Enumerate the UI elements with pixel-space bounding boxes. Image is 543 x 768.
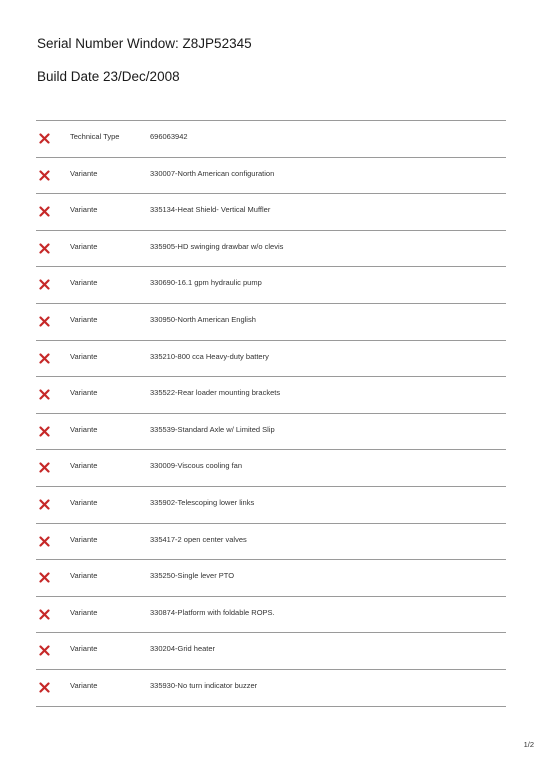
- x-mark-icon: [39, 536, 50, 547]
- row-type-label: Variante: [70, 241, 98, 251]
- row-type-label: Variante: [70, 607, 98, 617]
- table-row: [36, 341, 506, 378]
- table-row: [36, 377, 506, 414]
- row-value: 696063942: [150, 132, 188, 141]
- build-date-title: Build Date 23/Dec/2008: [37, 69, 180, 84]
- x-mark-icon: [39, 243, 50, 254]
- table-row: [36, 633, 506, 670]
- row-value: 335522-Rear loader mounting brackets: [150, 388, 281, 398]
- table-row: [36, 304, 506, 341]
- x-mark-icon: [39, 572, 50, 583]
- row-value: 335902-Telescoping lower links: [150, 497, 255, 507]
- row-value: 330204-Grid heater: [150, 644, 216, 654]
- x-mark-icon: [39, 682, 50, 693]
- x-mark-icon: [39, 279, 50, 290]
- row-type-label: Variante: [70, 168, 98, 178]
- table-row: [36, 414, 506, 451]
- variant-table: [36, 120, 506, 707]
- row-type-label: Variante: [70, 278, 98, 288]
- x-mark-icon: [39, 389, 50, 400]
- row-value: 335417-2 open center valves: [150, 534, 247, 544]
- serial-number-title: Serial Number Window: Z8JP52345: [37, 36, 252, 51]
- row-value: 335930-No turn indicator buzzer: [150, 680, 258, 690]
- row-value: 330009-Viscous cooling fan: [150, 461, 243, 471]
- x-mark-icon: [39, 462, 50, 473]
- row-type-label: Variante: [70, 424, 98, 434]
- x-mark-icon: [39, 499, 50, 510]
- x-mark-icon: [39, 426, 50, 437]
- table-row: [36, 231, 506, 268]
- x-mark-icon: [39, 316, 50, 327]
- table-row: [36, 560, 506, 597]
- page-number: 1/2: [523, 740, 534, 749]
- row-value: 330950-North American English: [150, 314, 256, 324]
- table-row: [36, 194, 506, 231]
- row-type-label: Technical Type: [70, 132, 120, 141]
- row-value: 335210-800 cca Heavy-duty battery: [150, 351, 269, 361]
- table-row: [36, 158, 506, 195]
- row-value: 330874-Platform with foldable ROPS.: [150, 607, 275, 617]
- row-value: 330007-North American configuration: [150, 168, 275, 178]
- x-mark-icon: [39, 353, 50, 364]
- row-type-label: Variante: [70, 680, 98, 690]
- table-row: [36, 597, 506, 634]
- row-type-label: Variante: [70, 534, 98, 544]
- row-type-label: Variante: [70, 351, 98, 361]
- table-row: [36, 450, 506, 487]
- row-type-label: Variante: [70, 205, 98, 215]
- table-row: [36, 121, 506, 158]
- row-value: 335250-Single lever PTO: [150, 571, 235, 581]
- x-mark-icon: [39, 170, 50, 181]
- table-row: [36, 267, 506, 304]
- row-value: 335539-Standard Axle w/ Limited Slip: [150, 424, 275, 434]
- x-mark-icon: [39, 645, 50, 656]
- x-mark-icon: [39, 609, 50, 620]
- x-mark-icon: [39, 206, 50, 217]
- row-type-label: Variante: [70, 571, 98, 581]
- table-row: [36, 670, 506, 707]
- row-type-label: Variante: [70, 497, 98, 507]
- table-row: [36, 524, 506, 561]
- row-value: 330690-16.1 gpm hydraulic pump: [150, 278, 262, 288]
- row-value: 335134-Heat Shield- Vertical Muffler: [150, 205, 271, 215]
- row-type-label: Variante: [70, 461, 98, 471]
- row-type-label: Variante: [70, 388, 98, 398]
- table-row: [36, 487, 506, 524]
- row-value: 335905-HD swinging drawbar w/o clevis: [150, 241, 284, 251]
- row-type-label: Variante: [70, 644, 98, 654]
- x-mark-icon: [39, 133, 50, 144]
- row-type-label: Variante: [70, 314, 98, 324]
